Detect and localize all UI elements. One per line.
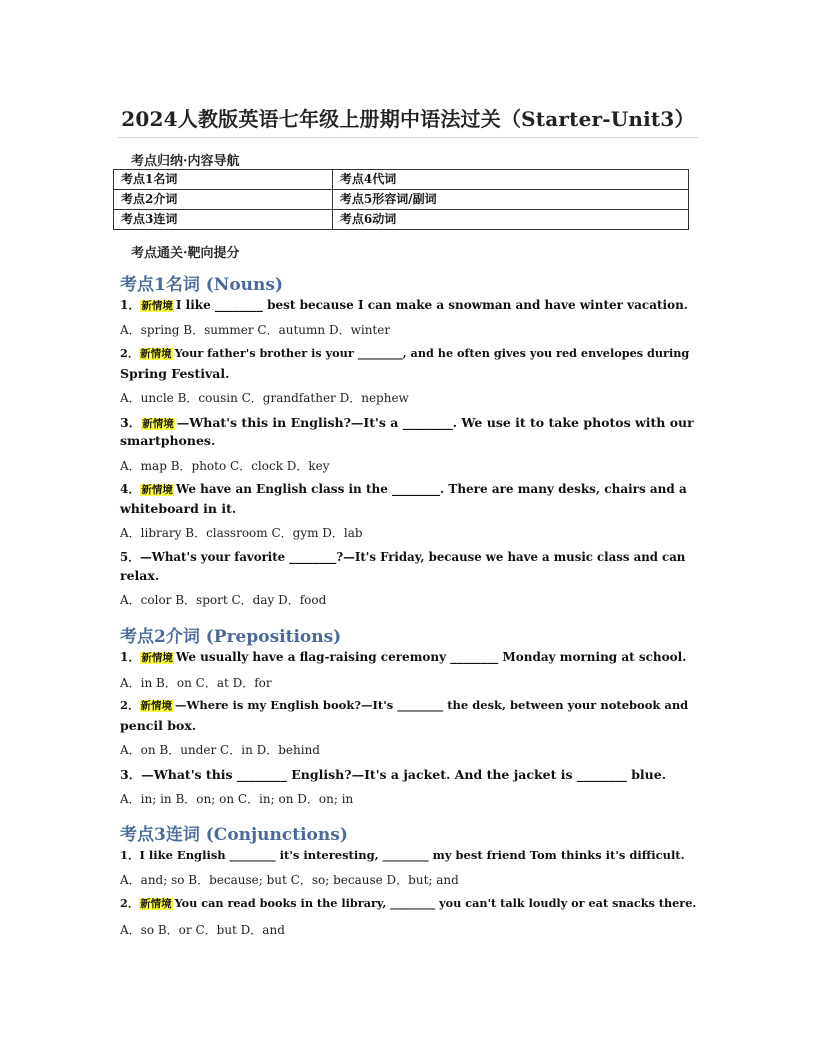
question-options: A．so B．or C．but D．and	[120, 923, 285, 937]
new-context-tag: 新情境	[141, 484, 173, 496]
question-1-nouns: 1．新情境 I like ________ best because I can make a snowman and have winter vacation.	[120, 298, 688, 312]
question-options: A．spring B．summer C．autumn D．winter	[120, 323, 391, 337]
question-2-conjunctions: 2．新情境 You can read books in the library, ________ you can't talk loudly or eat snacks there.	[120, 896, 697, 910]
question-continuation: Spring Festival.	[120, 366, 230, 381]
practice-heading: 考点通关·靶向提分	[131, 246, 240, 261]
title-divider	[118, 137, 698, 138]
question-options: A．on B．under C．in D．behind	[120, 743, 320, 757]
question-options: A．color B．sport C．day D．food	[120, 593, 327, 607]
table-cell: 考点5形容词/副词	[332, 190, 688, 210]
document-title: 2024人教版英语七年级上册期中语法过关（Starter-Unit3）	[121, 107, 695, 131]
table-cell: 考点1名词	[114, 170, 333, 190]
question-3-nouns: 3．新情境 —What's this in English?—It's a ________. We use it to take photos with our	[120, 415, 694, 430]
table-row	[114, 210, 689, 230]
new-context-tag: 新情境	[142, 418, 174, 430]
question-options: A．and; so B．because; but C．so; because D．but; and	[120, 873, 459, 887]
section-heading-conjunctions: 考点3连词 (Conjunctions)	[120, 825, 348, 845]
new-context-tag: 新情境	[140, 898, 172, 910]
question-options: A．in B．on C．at D．for	[120, 676, 272, 690]
table-row	[114, 190, 689, 210]
table-cell: 考点3连词	[114, 210, 333, 230]
question-2-prepositions: 2．新情境 —Where is my English book?—It's ________ the desk, between your notebook and	[120, 698, 689, 712]
new-context-tag: 新情境	[140, 700, 173, 712]
question-options: A．in; in B．on; on C．in; on D．on; in	[120, 792, 354, 806]
question-continuation: smartphones.	[120, 433, 216, 448]
table-cell: 考点2介词	[114, 190, 333, 210]
topic-navigation-table	[113, 169, 689, 230]
question-2-nouns: 2．新情境 Your father's brother is your ________, and he often gives you red envelopes during	[120, 346, 690, 360]
question-5-nouns: 5．—What's your favorite ________?—It's Friday, because we have a music class and can	[120, 550, 686, 564]
question-3-prepositions: 3．—What's this ________ English?—It's a jacket. And the jacket is ________ blue.	[120, 767, 667, 782]
question-continuation: pencil box.	[120, 718, 197, 733]
section-heading-prepositions: 考点2介词 (Prepositions)	[120, 627, 342, 647]
new-context-tag: 新情境	[140, 348, 172, 360]
table-cell: 考点6动词	[332, 210, 688, 230]
question-options: A．library B．classroom C．gym D．lab	[120, 526, 363, 540]
question-4-nouns: 4．新情境 We have an English class in the ________. There are many desks, chairs and a	[120, 482, 687, 496]
table-row	[114, 170, 689, 190]
question-options: A．uncle B．cousin C．grandfather D．nephew	[120, 391, 409, 405]
table-cell: 考点4代词	[332, 170, 688, 190]
section-heading-nouns: 考点1名词 (Nouns)	[120, 275, 284, 295]
question-options: A．map B．photo C．clock D．key	[120, 459, 330, 473]
question-continuation: relax.	[120, 568, 160, 583]
question-1-conjunctions: 1．I like English ________ it's interesting, ________ my best friend Tom thinks it's difficult.	[120, 848, 685, 862]
new-context-tag: 新情境	[141, 652, 173, 664]
question-1-prepositions: 1．新情境 We usually have a flag-raising ceremony ________ Monday morning at school.	[120, 650, 687, 664]
new-context-tag: 新情境	[141, 300, 173, 312]
nav-heading: 考点归纳·内容导航	[131, 154, 240, 169]
question-continuation: whiteboard in it.	[120, 501, 237, 516]
